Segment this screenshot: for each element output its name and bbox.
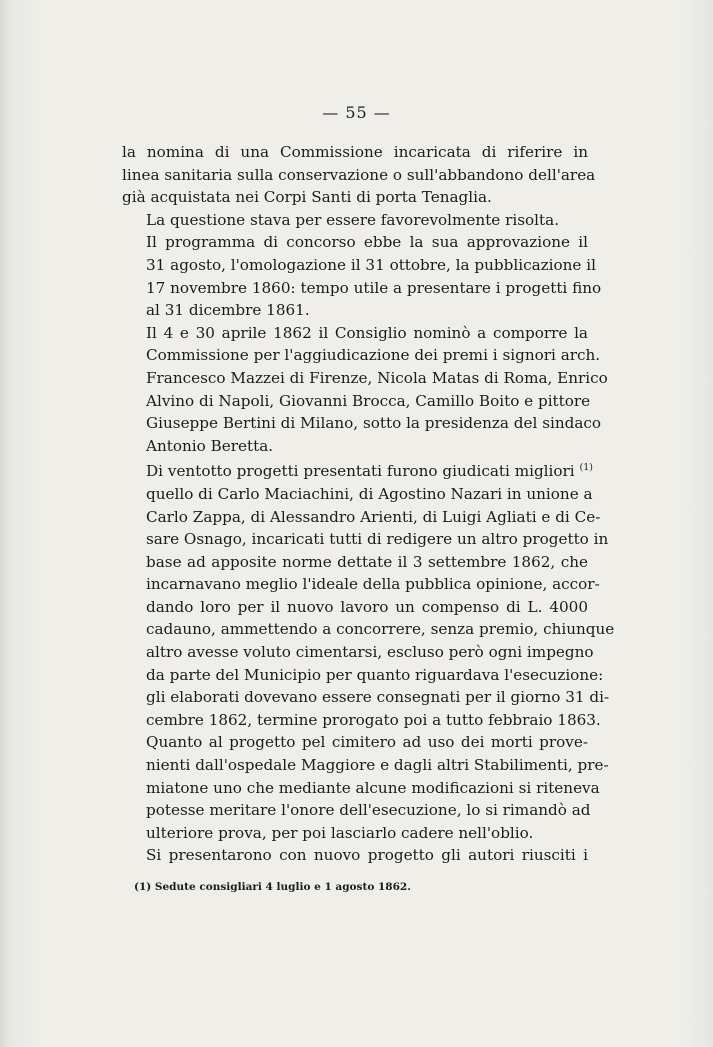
text-line (122, 435, 588, 458)
line-text: cadauno, ammettendo a concorrere, senza premio, chiunque (146, 620, 615, 639)
text-line (122, 709, 601, 732)
line-text: linea sanitaria sulla conservazione o sull'abbandono dell'area (122, 165, 596, 184)
body-text (122, 141, 615, 867)
text-line (122, 164, 596, 187)
text-line (122, 777, 600, 800)
text-line (122, 209, 588, 232)
text-line (122, 573, 600, 596)
text-line (122, 664, 604, 687)
line-text: cembre 1862, termine prorogato poi a tutto febbraio 1863. (146, 710, 601, 729)
line-text: sare Osnago, incaricati tutti di redigere un altro progetto in (146, 530, 609, 549)
paragraph (122, 141, 596, 209)
text-line (122, 844, 588, 867)
line-text: Il programma di concorso ebbe la sua approvazione il (146, 233, 588, 252)
text-line (122, 299, 588, 322)
text-line (122, 483, 593, 506)
text-line (122, 390, 591, 413)
text-line (122, 822, 588, 845)
paragraph (122, 209, 588, 232)
footnote-reference: (1) (579, 462, 593, 474)
line-text: Il 4 e 30 aprile 1862 il Consiglio nominò a comporre la (146, 323, 588, 342)
paragraph (122, 844, 588, 867)
line-text: Commissione per l'aggiudicazione dei premi i signori arch. (146, 346, 601, 365)
line-text: ulteriore prova, per poi lasciarlo cadere nell'oblio. (146, 823, 534, 842)
text-line (122, 596, 588, 619)
line-text: 17 novembre 1860: tempo utile a presentare i progetti fino (146, 278, 602, 297)
text-line (122, 344, 601, 367)
line-text: La questione stava per essere favorevolmente risolta. (146, 210, 560, 229)
line-text: la nomina di una Commissione incaricata di riferire in (122, 143, 588, 161)
text-line (122, 686, 610, 709)
line-text: quello di Carlo Maciachini, di Agostino Nazari in unione a (146, 484, 593, 503)
line-text: altro avesse voluto cimentarsi, escluso però ogni impegno (146, 643, 594, 662)
line-text: al 31 dicembre 1861. (146, 301, 310, 320)
paragraph (122, 731, 609, 844)
line-text: Quanto al progetto pel cimitero ad uso dei morti prove- (146, 733, 588, 752)
text-line (122, 367, 608, 390)
line-text: dando loro per il nuovo lavoro un compenso di L. 4000 (146, 597, 588, 616)
line-text: base ad apposite norme dettate il 3 settembre 1862, che (146, 552, 588, 571)
text-line (122, 277, 602, 300)
text-line (122, 551, 588, 574)
text-line (122, 506, 601, 529)
page-number: — 55 — (322, 103, 391, 122)
line-text: 31 agosto, l'omologazione il 31 ottobre, la pubblicazione il (146, 255, 596, 274)
text-line (122, 412, 602, 435)
line-text: nienti dall'ospedale Maggiore e dagli altri Stabilimenti, pre- (146, 756, 609, 775)
text-line (122, 254, 596, 277)
paragraph (122, 231, 602, 321)
footnote: (1) Sedute consigliari 4 luglio e 1 agosto 1862. (134, 881, 411, 893)
line-text: gli elaborati dovevano essere consegnati per il giorno 31 di- (146, 688, 610, 707)
text-line (122, 754, 609, 777)
line-text: Si presentarono con nuovo progetto gli autori riusciti i (146, 846, 588, 865)
text-line (122, 322, 588, 345)
line-text: Antonio Beretta. (146, 436, 274, 455)
text-line (122, 231, 588, 254)
line-text: incarnavano meglio l'ideale della pubblica opinione, accor- (146, 575, 600, 594)
line-text: Alvino di Napoli, Giovanni Brocca, Camillo Boito e pittore (146, 391, 591, 410)
line-text: Di ventotto progetti presentati furono giudicati migliori (146, 462, 575, 481)
text-line (122, 799, 591, 822)
text-line (122, 186, 588, 209)
line-text: potesse meritare l'onore dell'esecuzione, lo si rimandò ad (146, 801, 591, 820)
text-line (122, 457, 593, 483)
line-text: Carlo Zappa, di Alessandro Arienti, di Luigi Agliati e di Ce- (146, 507, 601, 526)
text-line (122, 618, 615, 641)
line-text: da parte del Municipio per quanto riguardava l'esecuzione: (146, 665, 604, 684)
text-line (122, 141, 588, 164)
text-line (122, 641, 594, 664)
paragraph (122, 457, 615, 731)
line-text: già acquistata nei Corpi Santi di porta Tenaglia. (122, 188, 492, 207)
line-text: miatone uno che mediante alcune modificazioni si riteneva (146, 778, 600, 797)
paragraph (122, 322, 608, 458)
line-text: Francesco Mazzei di Firenze, Nicola Matas di Roma, Enrico (146, 368, 608, 387)
line-text: Giuseppe Bertini di Milano, sotto la presidenza del sindaco (146, 414, 602, 433)
text-line (122, 731, 588, 754)
text-line (122, 528, 609, 551)
